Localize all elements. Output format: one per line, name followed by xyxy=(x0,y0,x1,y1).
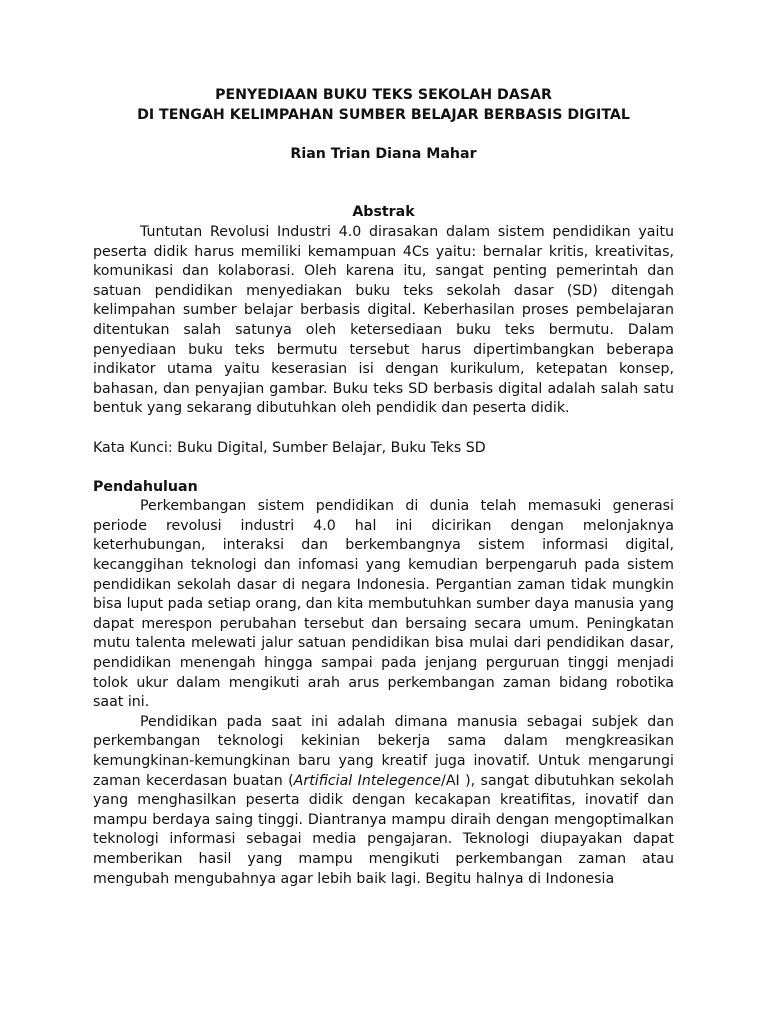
keywords: Kata Kunci: Buku Digital, Sumber Belajar, Buku Teks SD xyxy=(93,439,486,456)
paragraph-2-italic-term: Artificial Intelegence xyxy=(293,772,442,789)
paragraph-2-text-a: Pendidikan pada saat ini adalah dimana manusia sebagai subjek dan perkembangan teknologi kekinian bekerja sama dalam mengkreasikan kemungkinan-kemungkinan baru yang kreatif juga inovatif. Untuk mengarungi zaman kecerdasan buatan ( xyxy=(93,713,674,789)
title-line-1: PENYEDIAAN BUKU TEKS SEKOLAH DASAR xyxy=(215,87,552,103)
introduction-heading: Pendahuluan xyxy=(93,478,198,495)
abstract-body: Tuntutan Revolusi Industri 4.0 dirasakan dalam sistem pendidikan yaitu peserta didik harus memiliki kemampuan 4Cs yaitu: bernalar kritis, kreativitas, komunikasi dan kolaborasi. Oleh karena itu, sangat penting pemerintah dan satuan pendidikan menyediakan buku teks sekolah dasar (SD) ditengah kelimpahan sumber belajar berbasis digital. Keberhasilan proses pembelajaran ditentukan salah satunya oleh ketersediaan buku teks bermutu. Dalam penyediaan buku teks bermutu tersebut harus dipertimbangkan beberapa indikator utama yaitu keserasian isi dengan kurikulum, ketepatan konsep, bahasan, dan penyajian gambar. Buku teks SD berbasis digital adalah salah satu bentuk yang sekarang dibutuhkan oleh pendidik dan peserta didik. xyxy=(93,223,674,417)
author-name: Rian Trian Diana Mahar xyxy=(290,145,477,162)
paragraph-2-text-b: /AI ), sangat dibutuhkan sekolah yang menghasilkan peserta didik dengan kecakapan kreatifitas, inovatif dan mampu berdaya saing tinggi. Diantranya mampu diraih dengan mengoptimalkan teknologi informasi sebagai media pengajaran. Teknologi diupayakan dapat memberikan hasil yang mampu mengikuti perkembangan zaman atau mengubah mengubahnya agar lebih baik lagi. Begitu halnya di Indonesia xyxy=(93,772,674,887)
introduction-paragraph-1: Perkembangan sistem pendidikan di dunia telah memasuki generasi periode revolusi industri 4.0 hal ini dicirikan dengan melonjaknya keterhubungan, interaksi dan berkembangnya sistem informasi digital, kecanggihan teknologi dan infomasi yang kemudian berpengaruh pada sistem pendidikan sekolah dasar di negara Indonesia. Pergantian zaman tidak mungkin bisa luput pada setiap orang, dan kita membutuhkan sumber daya manusia yang dapat merespon perubahan tersebut dan bersaing secara umum. Peningkatan mutu talenta melewati jalur satuan pendidikan bisa mulai dari pendidikan dasar, pendidikan menengah hingga sampai pada jenjang perguruan tinggi menjadi tolok ukur dalam mengikuti arah arus perkembangan zaman bidang robotika saat ini. xyxy=(93,498,674,711)
abstract-heading: Abstrak xyxy=(352,204,415,221)
paper-title xyxy=(93,86,674,125)
introduction-paragraph-2 xyxy=(93,713,674,889)
document-page xyxy=(93,86,674,889)
title-line-2: DI TENGAH KELIMPAHAN SUMBER BELAJAR BERBASIS DIGITAL xyxy=(137,106,630,123)
